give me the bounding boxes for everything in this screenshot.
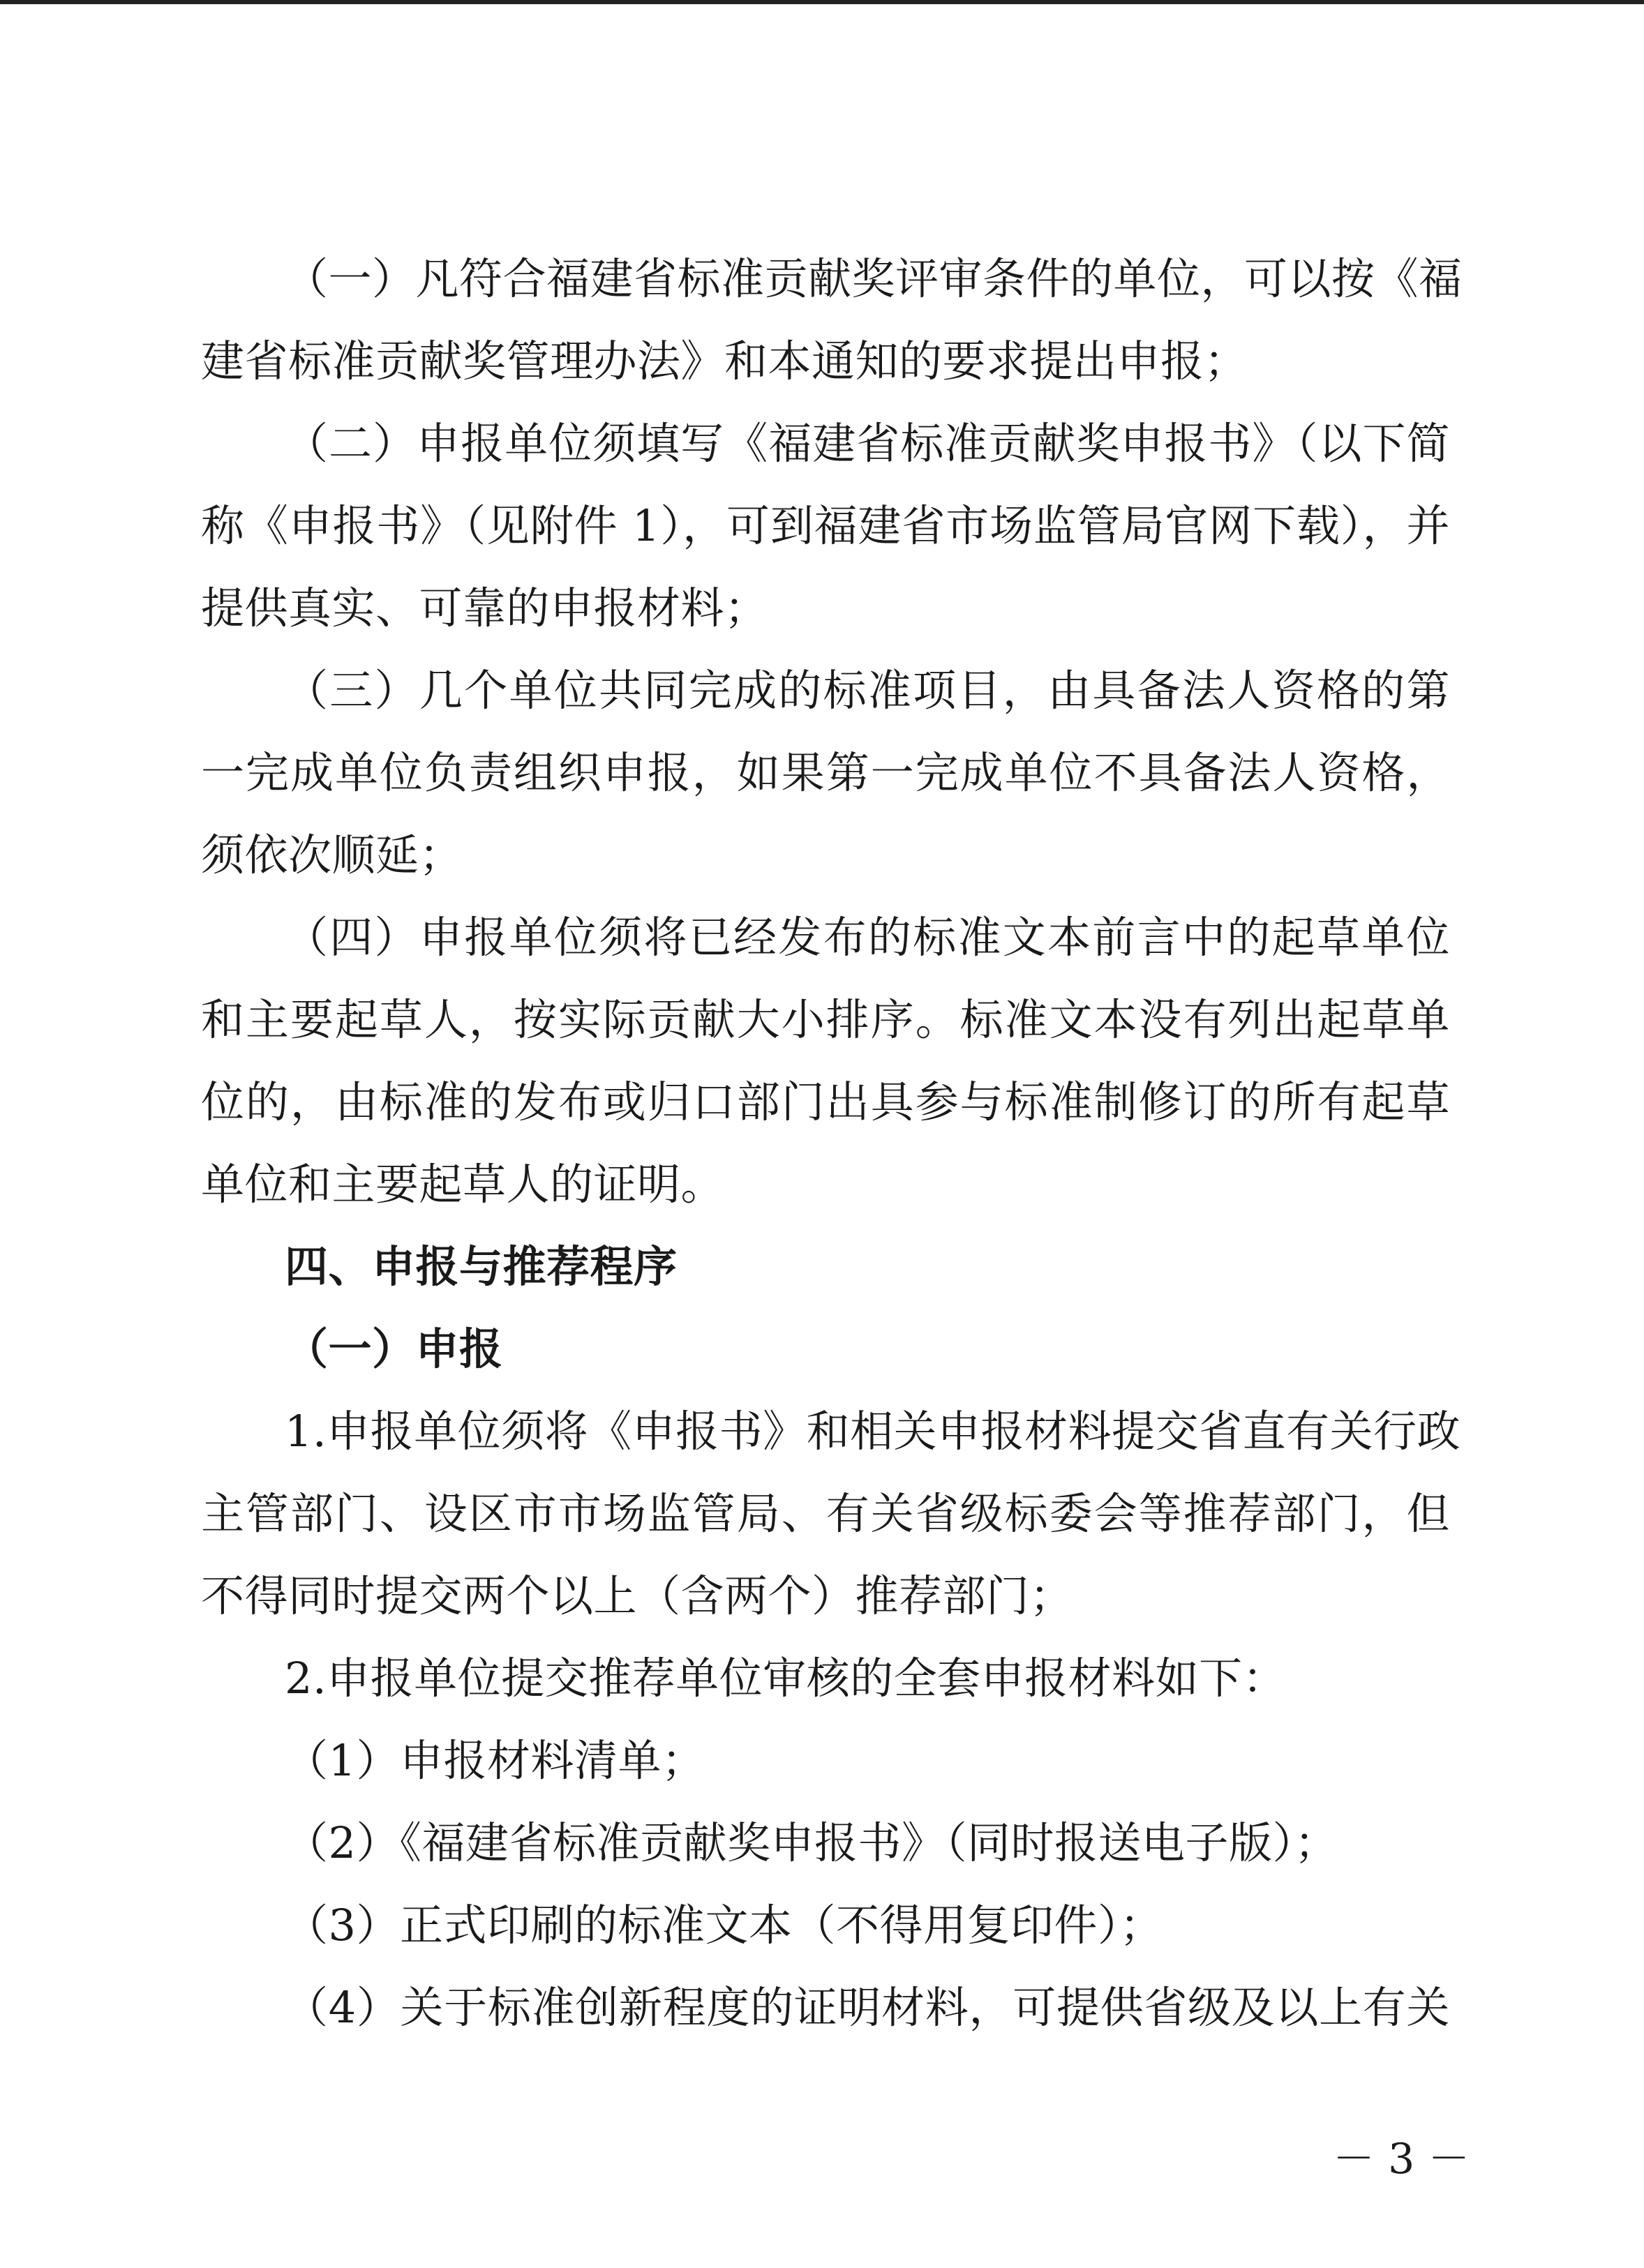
section-heading: 四、申报与推荐程序 [285, 1241, 678, 1292]
scan-top-edge [0, 0, 1644, 4]
paragraph-2-line-3: 提供真实、可靠的申报材料； [201, 583, 768, 633]
sub-item-1: （1）申报材料清单； [285, 1735, 705, 1786]
paragraph-3-line-1: （三）几个单位共同完成的标准项目，由具备法人资格的第 [285, 665, 1450, 716]
paragraph-4-line-3: 位的，由标准的发布或归口部门出具参与标准制修订的所有起草 [201, 1076, 1450, 1127]
subsection-heading: （一）申报 [285, 1323, 503, 1374]
item-1-line-3: 不得同时提交两个以上（含两个）推荐部门； [201, 1570, 1074, 1621]
sub-item-2: （2）《福建省标准贡献奖申报书》（同时报送电子版）； [285, 1817, 1338, 1868]
item-2-line-1: 2.申报单位提交推荐单位审核的全套申报材料如下： [285, 1653, 1287, 1704]
paragraph-3-line-2: 一完成单位负责组织申报，如果第一完成单位不具备法人资格， [201, 747, 1450, 798]
paragraph-1-line-1: （一）凡符合福建省标准贡献奖评审条件的单位，可以按《福 [285, 253, 1463, 304]
item-1-line-1: 1.申报单位须将《申报书》和相关申报材料提交省直有关行政 [285, 1406, 1461, 1457]
paragraph-3-line-3: 须依次顺延； [201, 829, 463, 880]
paragraph-4-line-1: （四）申报单位须将已经发布的标准文本前言中的起草单位 [285, 912, 1450, 963]
paragraph-4-line-4: 单位和主要起草人的证明。 [201, 1159, 725, 1210]
paragraph-4-line-2: 和主要起草人，按实际贡献大小排序。标准文本没有列出起草单 [201, 994, 1450, 1045]
page-number: － 3 － [1333, 2135, 1470, 2184]
item-1-line-2: 主管部门、设区市市场监管局、有关省级标委会等推荐部门，但 [201, 1488, 1450, 1539]
paragraph-2-line-1: （二）申报单位须填写《福建省标准贡献奖申报书》（以下简 [285, 418, 1450, 469]
sub-item-4: （4）关于标准创新程度的证明材料，可提供省级及以上有关 [285, 1982, 1450, 2033]
sub-item-3: （3）正式印刷的标准文本（不得用复印件）； [285, 1900, 1163, 1951]
paragraph-2-line-2: 称《申报书》（见附件 1），可到福建省市场监管局官网下载），并 [201, 500, 1450, 551]
paragraph-1-line-2: 建省标准贡献奖管理办法》和本通知的要求提出申报； [201, 336, 1248, 386]
